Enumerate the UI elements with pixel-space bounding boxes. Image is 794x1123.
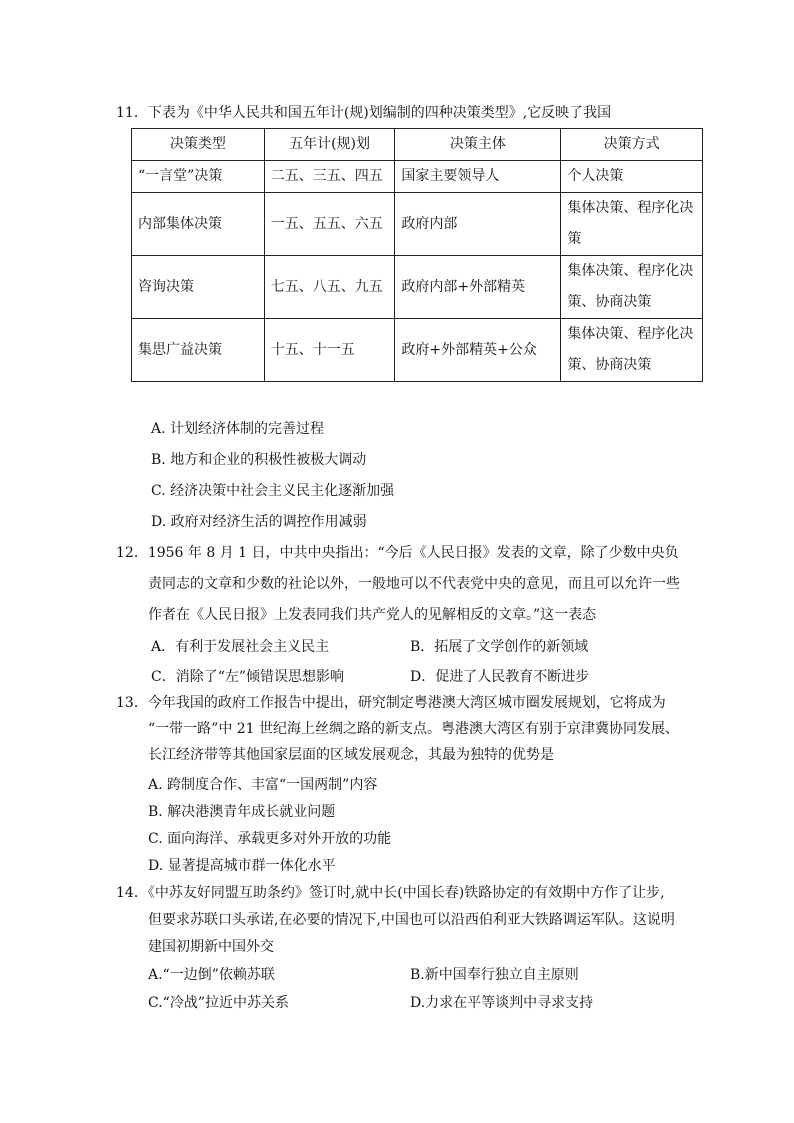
table-cell: 政府+外部精英+公众 — [395, 319, 561, 382]
option-b[interactable]: B．拓展了文学创作的新领域 — [410, 639, 589, 655]
table-row — [132, 256, 703, 319]
question-14-stem-line: 建国初期新中国外交 — [148, 939, 274, 955]
table-row — [132, 193, 703, 256]
option-a[interactable]: A. 计划经济体制的完善过程 — [151, 421, 325, 437]
option-c[interactable]: C．消除了“左”倾错误思想影响 — [151, 669, 345, 685]
table-row — [132, 161, 703, 193]
table-cell: 个人决策 — [561, 161, 703, 193]
table-header-cell: 决策主体 — [395, 129, 561, 161]
option-a[interactable]: A.“一边倒”依赖苏联 — [148, 967, 275, 983]
table-cell: 内部集体决策 — [132, 193, 265, 256]
option-c[interactable]: C.“冷战”拉近中苏关系 — [148, 995, 289, 1011]
table-cell: 十五、十一五 — [264, 319, 395, 382]
table-cell: 政府内部+外部精英 — [395, 256, 561, 319]
question-13-stem-line: 长江经济带等其他国家层面的区域发展观念，其最为独特的优势是 — [148, 747, 554, 763]
question-14-stem-line: 14．《中苏友好同盟互助条约》签订时,就中长(中国长春)铁路协定的有效期中方作了让步, — [116, 885, 665, 901]
table-cell: “一言堂”决策 — [132, 161, 265, 193]
option-a[interactable]: A．有利于发展社会主义民主 — [151, 639, 330, 655]
question-12-stem-line: 12．1956 年 8 月 1 日，中共中央指出：“今后《人民日报》发表的文章，除了少数中央负 — [116, 545, 679, 561]
question-14-stem-line: 但要求苏联口头承诺,在必要的情况下,中国也可以沿西伯利亚大铁路调运军队。这说明 — [148, 912, 675, 928]
table-cell: 集体决策、程序化决策、协商决策 — [561, 256, 703, 319]
option-c[interactable]: C. 面向海洋、承载更多对外开放的功能 — [148, 831, 392, 847]
table-cell: 集体决策、程序化决策 — [561, 193, 703, 256]
question-12-stem-line: 作者在《人民日报》上发表同我们共产党人的见解相反的文章。”这一表态 — [148, 607, 597, 623]
question-11-stem: 11．下表为《中华人民共和国五年计(规)划编制的四种决策类型》,它反映了我国 — [116, 105, 612, 121]
table-cell: 政府内部 — [395, 193, 561, 256]
option-b[interactable]: B. 地方和企业的积极性被极大调动 — [151, 452, 367, 468]
option-b[interactable]: B. 解决港澳青年成长就业问题 — [148, 804, 336, 820]
option-c[interactable]: C. 经济决策中社会主义民主化逐渐加强 — [151, 483, 395, 499]
table-cell: 咨询决策 — [132, 256, 265, 319]
option-d[interactable]: D.力求在平等谈判中寻求支持 — [410, 995, 594, 1011]
table-header-cell: 决策类型 — [132, 129, 265, 161]
decision-types-table — [131, 128, 703, 382]
table-cell: 七五、八五、九五 — [264, 256, 395, 319]
table-cell: 集思广益决策 — [132, 319, 265, 382]
question-13-stem-line: “一带一路”中 21 世纪海上丝绸之路的新支点。粤港澳大湾区有别于京津冀协同发展、 — [148, 721, 680, 737]
option-a[interactable]: A. 跨制度合作、丰富“一国两制”内容 — [148, 777, 378, 793]
option-d[interactable]: D. 显著提高城市群一体化水平 — [148, 858, 336, 874]
table-header-cell: 五年计(规)划 — [264, 129, 395, 161]
table-cell: 国家主要领导人 — [395, 161, 561, 193]
question-12-stem-line: 责同志的文章和少数的社论以外，一般地可以不代表党中央的意见，而且可以允许一些 — [148, 576, 680, 592]
question-13-stem-line: 13．今年我国的政府工作报告中提出，研究制定粤港澳大湾区城市圈发展规划，它将成为 — [116, 695, 666, 711]
option-d[interactable]: D. 政府对经济生活的调控作用减弱 — [151, 514, 367, 530]
table-row — [132, 319, 703, 382]
table-cell: 二五、三五、四五 — [264, 161, 395, 193]
table-cell: 集体决策、程序化决策、协商决策 — [561, 319, 703, 382]
table-header-cell: 决策方式 — [561, 129, 703, 161]
option-b[interactable]: B.新中国奉行独立自主原则 — [410, 967, 579, 983]
table-header-row — [132, 129, 703, 161]
option-d[interactable]: D．促进了人民教育不断进步 — [410, 669, 590, 685]
table-cell: 一五、五五、六五 — [264, 193, 395, 256]
